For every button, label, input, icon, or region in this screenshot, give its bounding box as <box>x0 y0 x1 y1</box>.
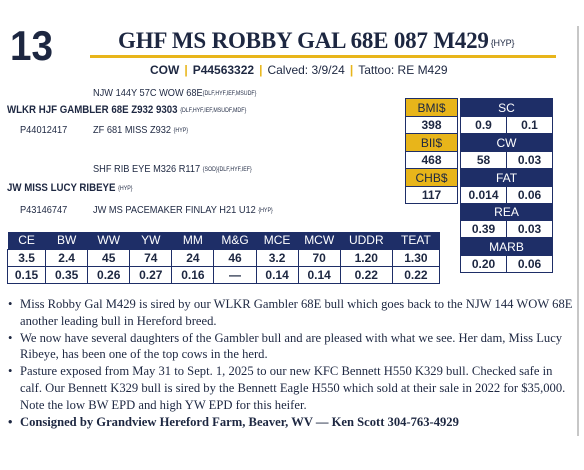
epd-accuracy: 0.27 <box>130 266 172 283</box>
tattoo: Tattoo: RE M429 <box>358 63 448 77</box>
sire-dam-name: ZF 681 MISS Z932 <box>93 124 172 136</box>
pedigree-dam <box>7 182 133 194</box>
pedigree-dam-dam <box>93 204 273 216</box>
epd-header: UDDR <box>340 232 392 249</box>
epd-value: 1.30 <box>392 249 439 266</box>
carcass-label: FAT <box>461 169 553 187</box>
sire-name: WLKR HJF GAMBLER 68E Z932 9303 <box>7 104 178 116</box>
epd-accuracy: 0.22 <box>340 266 392 283</box>
index-table <box>405 98 458 204</box>
pedigree-dam-sire <box>93 163 252 175</box>
lot-notes <box>6 296 576 430</box>
epd-accuracy: 0.22 <box>392 266 439 283</box>
pedigree-dam-reg: P43146747 <box>20 204 68 216</box>
carcass-acc: 0.06 <box>507 187 553 204</box>
animal-name: GHF MS ROBBY GAL 68E 087 M429 <box>118 28 489 53</box>
index-label: CHB$ <box>406 169 458 187</box>
epd-header: MCE <box>256 232 298 249</box>
header-divider <box>90 55 556 58</box>
carcass-epd: 58 <box>461 152 507 169</box>
epd-value: 2.4 <box>46 249 88 266</box>
note-item: • Pasture exposed from May 31 to Sept. 1, 2025 to our new KFC Bennett H550 K329 bull. Checked safe in calf. Our Bennett K329 bull is sired by the Bennett Eagle H550 which sold at their sale in 2022 for $35,000. Note the low BW EPD and high YW EPD for this heifer. <box>6 363 576 413</box>
separator: | <box>184 63 188 77</box>
carcass-epd: 0.39 <box>461 221 507 238</box>
lot-number: 13 <box>10 22 53 69</box>
epd-accuracy: 0.14 <box>298 266 340 283</box>
epd-value-row <box>8 249 440 266</box>
pedigree-sire-reg: P44012417 <box>20 124 68 136</box>
animal-title <box>118 28 514 54</box>
sire-dam-tag: {HYP} <box>173 128 189 134</box>
epd-header: CE <box>8 232 46 249</box>
sire-sire-name: NJW 144Y 57C WOW 68E <box>93 87 203 99</box>
sire-sire-tag: {DLF,HYF,IEF,MSUDF} <box>202 91 257 97</box>
epd-accuracy-row <box>8 266 440 283</box>
carcass-acc: 0.06 <box>507 256 553 273</box>
epd-accuracy: 0.15 <box>8 266 46 283</box>
epd-value: 74 <box>130 249 172 266</box>
dam-dam-name: JW MS PACEMAKER FINLAY H21 U12 <box>93 204 256 216</box>
epd-value: 70 <box>298 249 340 266</box>
dam-sire-name: SHF RIB EYE M326 R117 <box>93 163 201 175</box>
reg-number: P44563322 <box>192 63 255 77</box>
carcass-label: SC <box>461 99 553 117</box>
carcass-label: CW <box>461 134 553 152</box>
right-border <box>577 26 579 436</box>
epd-value: 45 <box>88 249 130 266</box>
note-item: • We now have several daughters of the Gambler bull and are pleased with what we see. Her dam, Miss Lucy Ribeye, has been one of the top cows in the herd. <box>6 330 576 364</box>
registration-line <box>150 63 448 77</box>
epd-accuracy: 0.14 <box>256 266 298 283</box>
pedigree-sire-sire <box>93 87 256 99</box>
epd-table <box>7 232 440 284</box>
carcass-epd: 0.9 <box>461 117 507 134</box>
carcass-epd: 0.20 <box>461 256 507 273</box>
pedigree-sire <box>7 104 246 116</box>
sex-label: COW <box>150 63 180 77</box>
separator: | <box>349 63 354 77</box>
epd-header: BW <box>46 232 88 249</box>
carcass-label: REA <box>461 204 553 221</box>
epd-value: 3.5 <box>8 249 46 266</box>
dam-tag: {HYP} <box>118 186 133 192</box>
carcass-label: MARB <box>461 238 553 256</box>
calved-date: Calved: 3/9/24 <box>267 63 345 77</box>
carcass-epd: 0.014 <box>461 187 507 204</box>
epd-accuracy: 0.35 <box>46 266 88 283</box>
epd-accuracy: 0.26 <box>88 266 130 283</box>
epd-value: 24 <box>172 249 214 266</box>
index-label: BII$ <box>406 134 458 152</box>
pedigree-sire-dam <box>93 124 188 136</box>
epd-accuracy: — <box>214 266 256 283</box>
note-item: • Miss Robby Gal M429 is sired by our WLKR Gambler 68E bull which goes back to the NJW 144 WOW 68E another leading bull in Hereford breed. <box>6 296 576 330</box>
index-value: 398 <box>406 117 458 134</box>
index-value: 468 <box>406 152 458 169</box>
index-label: BMI$ <box>406 99 458 117</box>
consignor-note: • Consigned by Grandview Hereford Farm, Beaver, WV — Ken Scott 304-763-4929 <box>6 414 576 431</box>
epd-header: M&G <box>214 232 256 249</box>
sire-tag: {DLF,HYF,IEF,MSUDF,MDF} <box>180 108 247 114</box>
carcass-table <box>460 98 553 273</box>
dam-dam-tag: {HYP} <box>258 208 273 214</box>
carcass-acc: 0.1 <box>507 117 553 134</box>
dam-sire-tag: {SOD}{DLF,HYF,IEF} <box>202 167 252 173</box>
epd-header: TEAT <box>392 232 439 249</box>
dam-name: JW MISS LUCY RIBEYE <box>7 182 116 194</box>
carcass-acc: 0.03 <box>507 152 553 169</box>
epd-header: YW <box>130 232 172 249</box>
title-suffix: {HYP} <box>490 38 515 48</box>
epd-value: 1.20 <box>340 249 392 266</box>
epd-value: 46 <box>214 249 256 266</box>
epd-header: MM <box>172 232 214 249</box>
epd-header: WW <box>88 232 130 249</box>
carcass-acc: 0.03 <box>507 221 553 238</box>
epd-accuracy: 0.16 <box>172 266 214 283</box>
epd-header-row <box>8 232 440 249</box>
separator: | <box>259 63 263 77</box>
index-value: 117 <box>406 187 458 204</box>
epd-header: MCW <box>298 232 340 249</box>
epd-value: 3.2 <box>256 249 298 266</box>
